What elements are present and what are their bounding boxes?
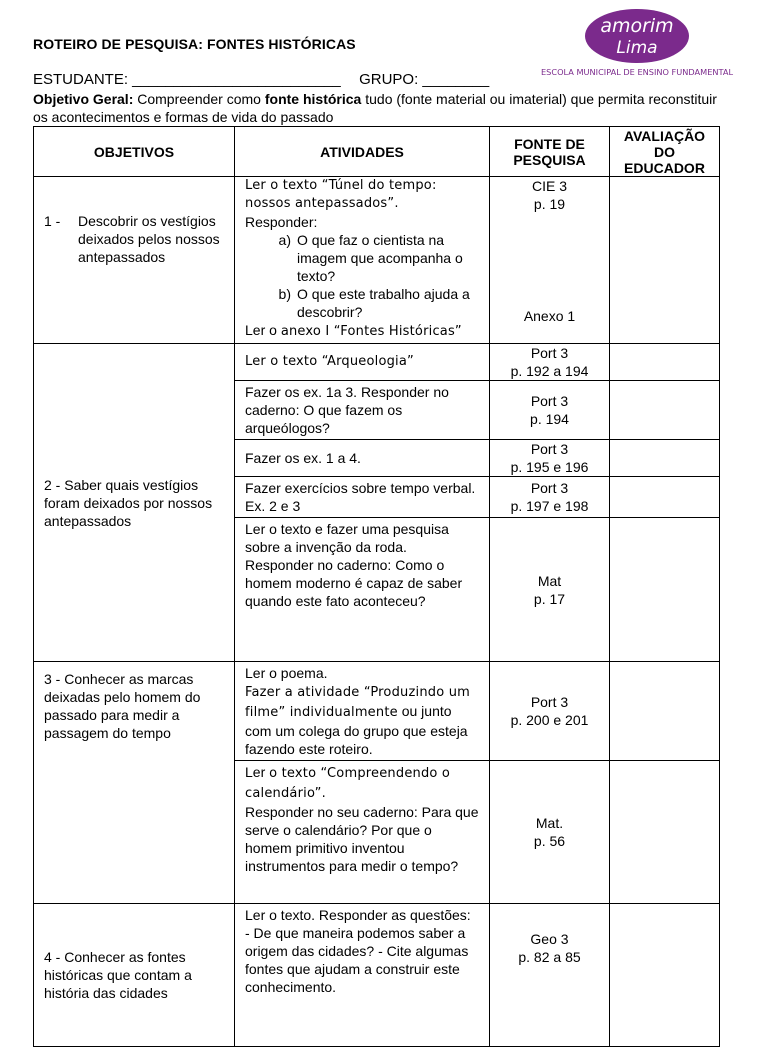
evaluation-cell	[610, 904, 720, 1047]
objective-text: 3 - Conhecer as marcas deixadas pelo homem do passado para medir a passagem do tempo	[44, 671, 201, 741]
activity-line: Responder:	[245, 214, 318, 230]
page-title: ROTEIRO DE PESQUISA: FONTES HISTÓRICAS	[33, 36, 356, 52]
activity-cell: Ler o texto “Arqueologia”	[235, 344, 490, 381]
objective-text: Descobrir os vestígios deixados pelos nossos antepassados	[78, 213, 220, 265]
svg-text:amorim: amorim	[600, 15, 674, 37]
header-atividades: ATIVIDADES	[235, 127, 490, 177]
evaluation-cell	[610, 662, 720, 761]
activity-cell	[235, 177, 490, 344]
activity-line: Responder no seu caderno: Para que serve o calendário? Por que o homem primitivo inventou instrumentos para medir o tempo?	[245, 804, 479, 874]
source-book: CIE 3	[531, 178, 567, 194]
general-objective	[33, 90, 733, 126]
header-fonte: FONTE DE PESQUISA	[490, 127, 610, 177]
source-book: Geo 3	[530, 931, 569, 947]
source-book: Port 3	[530, 480, 569, 496]
activity-cell	[235, 662, 490, 761]
activity-cell: Ler o texto. Responder as questões: - De que maneira podemos saber a origem das cidades? - Cite algumas fontes que ajudam a construir este conhecimento.	[235, 904, 490, 1047]
item-label: b)	[278, 286, 291, 302]
activity-text: o texto “Compreendendo o calendário”.	[245, 766, 451, 801]
source-book: Port 3	[530, 441, 569, 457]
source-cell	[490, 177, 610, 344]
item-text: O que este trabalho ajuda a descobrir?	[297, 286, 470, 320]
source-page: p. 195 e 196	[510, 459, 589, 475]
activity-cell: Fazer os ex. 1a 3. Responder no caderno: O que fazem os arqueólogos?	[235, 381, 490, 440]
activity-line: Ler o poema.	[245, 665, 328, 681]
source-cell	[490, 518, 610, 662]
evaluation-cell	[610, 440, 720, 477]
source-book: Port 3	[530, 694, 569, 710]
activity-text: anexo I “Fontes Históricas”	[280, 324, 462, 339]
source-page: p. 200 e 201	[510, 712, 589, 728]
evaluation-cell	[610, 761, 720, 904]
source-book: Mat	[537, 572, 562, 589]
source-cell	[490, 477, 610, 518]
item-label: a)	[278, 232, 291, 248]
objective-label: Objetivo Geral:	[33, 91, 134, 107]
table-header-row	[34, 127, 720, 177]
evaluation-cell	[610, 344, 720, 381]
source-page: p. 17	[533, 590, 566, 607]
activity-line: Ler o texto “Túnel do tempo: nossos antepassados”.	[245, 178, 437, 211]
header-avaliacao: AVALIAÇÃO DO EDUCADOR	[610, 127, 720, 177]
source-book: Mat.	[535, 815, 564, 831]
objective-number: 1 -	[44, 213, 61, 229]
source-cell	[490, 381, 610, 440]
activity-cell: Ler o texto e fazer uma pesquisa sobre a invenção da roda. Responder no caderno: Como o homem moderno é capaz de saber quando este fato aconteceu?	[235, 518, 490, 662]
objective-bold: fonte histórica	[264, 91, 362, 107]
objective-cell	[34, 344, 235, 662]
objective-cell	[34, 177, 235, 344]
activity-cell: Fazer exercícios sobre tempo verbal. Ex. 2 e 3	[235, 477, 490, 518]
table-row	[34, 662, 720, 761]
activity-text: Fazer a atividade “Produzindo um filme” individualmente	[245, 685, 470, 720]
activity-text: ou junto com um colega do grupo que esteja fazendo este roteiro.	[245, 703, 468, 757]
source-cell	[490, 761, 610, 904]
objective-cell	[34, 662, 235, 904]
source-cell	[490, 904, 610, 1047]
activity-text: Ler	[245, 764, 270, 780]
activity-cell: Fazer os ex. 1 a 4.	[235, 440, 490, 477]
source-annex: Anexo 1	[523, 308, 576, 324]
school-logo	[537, 8, 737, 80]
header-objetivos: OBJETIVOS	[34, 127, 235, 177]
source-cell	[490, 662, 610, 761]
source-cell	[490, 440, 610, 477]
list-item	[245, 231, 479, 285]
activity-line	[245, 682, 479, 758]
activity-cell	[235, 761, 490, 904]
list-item	[245, 285, 479, 321]
source-page: p. 19	[533, 196, 566, 212]
objective-text: 4 - Conhecer as fontes históricas que contam a história das cidades	[44, 949, 192, 1001]
activity-line	[245, 763, 479, 803]
evaluation-cell	[610, 477, 720, 518]
item-text: O que faz o cientista na imagem que acompanha o texto?	[297, 232, 463, 284]
objective-text: Compreender como	[133, 91, 265, 107]
objective-text-rest: tudo (fonte material ou imaterial) que permita reconstituir os acontecimentos e formas de vida do passado	[33, 91, 717, 125]
table-row	[34, 344, 720, 381]
student-group-line	[33, 71, 489, 88]
source-book: Port 3	[530, 393, 569, 409]
source-page: p. 197 e 198	[510, 498, 589, 514]
source-book: Port 3	[530, 345, 569, 361]
table-row	[34, 904, 720, 1047]
svg-text:Lima: Lima	[616, 38, 658, 58]
activity-line	[245, 321, 479, 341]
evaluation-cell	[610, 518, 720, 662]
research-table	[33, 126, 720, 1047]
student-field: ESTUDANTE: _________________________	[33, 71, 341, 88]
objective-text: 2 - Saber quais vestígios foram deixados por nossos antepassados	[44, 476, 213, 529]
source-page: p. 82 a 85	[518, 949, 581, 965]
source-page: p. 192 a 194	[510, 363, 589, 379]
source-cell	[490, 344, 610, 381]
svg-text:ESCOLA MUNICIPAL DE ENSINO FUN: ESCOLA MUNICIPAL DE ENSINO FUNDAMENTAL	[540, 67, 734, 77]
group-field: GRUPO: ________	[359, 71, 490, 88]
table-row	[34, 177, 720, 344]
activity-text: Ler o	[245, 322, 281, 338]
evaluation-cell	[610, 177, 720, 344]
evaluation-cell	[610, 381, 720, 440]
source-page: p. 56	[533, 833, 566, 849]
question-list	[245, 231, 479, 321]
objective-cell	[34, 904, 235, 1047]
source-page: p. 194	[530, 411, 569, 427]
